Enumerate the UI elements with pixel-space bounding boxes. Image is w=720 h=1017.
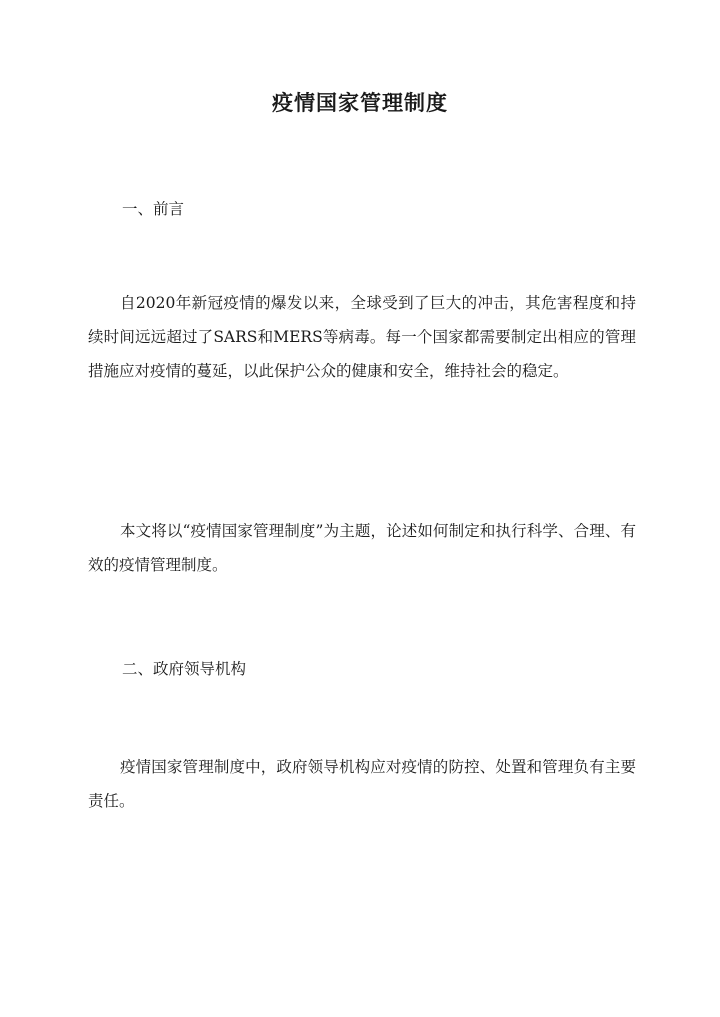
section-heading-government: 二、政府领导机构 [122, 660, 247, 678]
document-title: 疫情国家管理制度 [272, 90, 448, 115]
paragraph-purpose: 本文将以“疫情国家管理制度”为主题，论述如何制定和执行科学、合理、有效的疫情管理制度。 [88, 522, 636, 574]
paragraph-government-role: 疫情国家管理制度中，政府领导机构应对疫情的防控、处置和管理负有主要责任。 [88, 758, 636, 810]
paragraph-intro: 自2020年新冠疫情的爆发以来，全球受到了巨大的冲击，其危害程度和持续时间远远超过了SARS和MERS等病毒。每一个国家都需要制定出相应的管理措施应对疫情的蔓延，以此保护公众的健康和安全，维持社会的稳定。 [88, 294, 636, 380]
section-heading-preface: 一、前言 [122, 200, 185, 218]
